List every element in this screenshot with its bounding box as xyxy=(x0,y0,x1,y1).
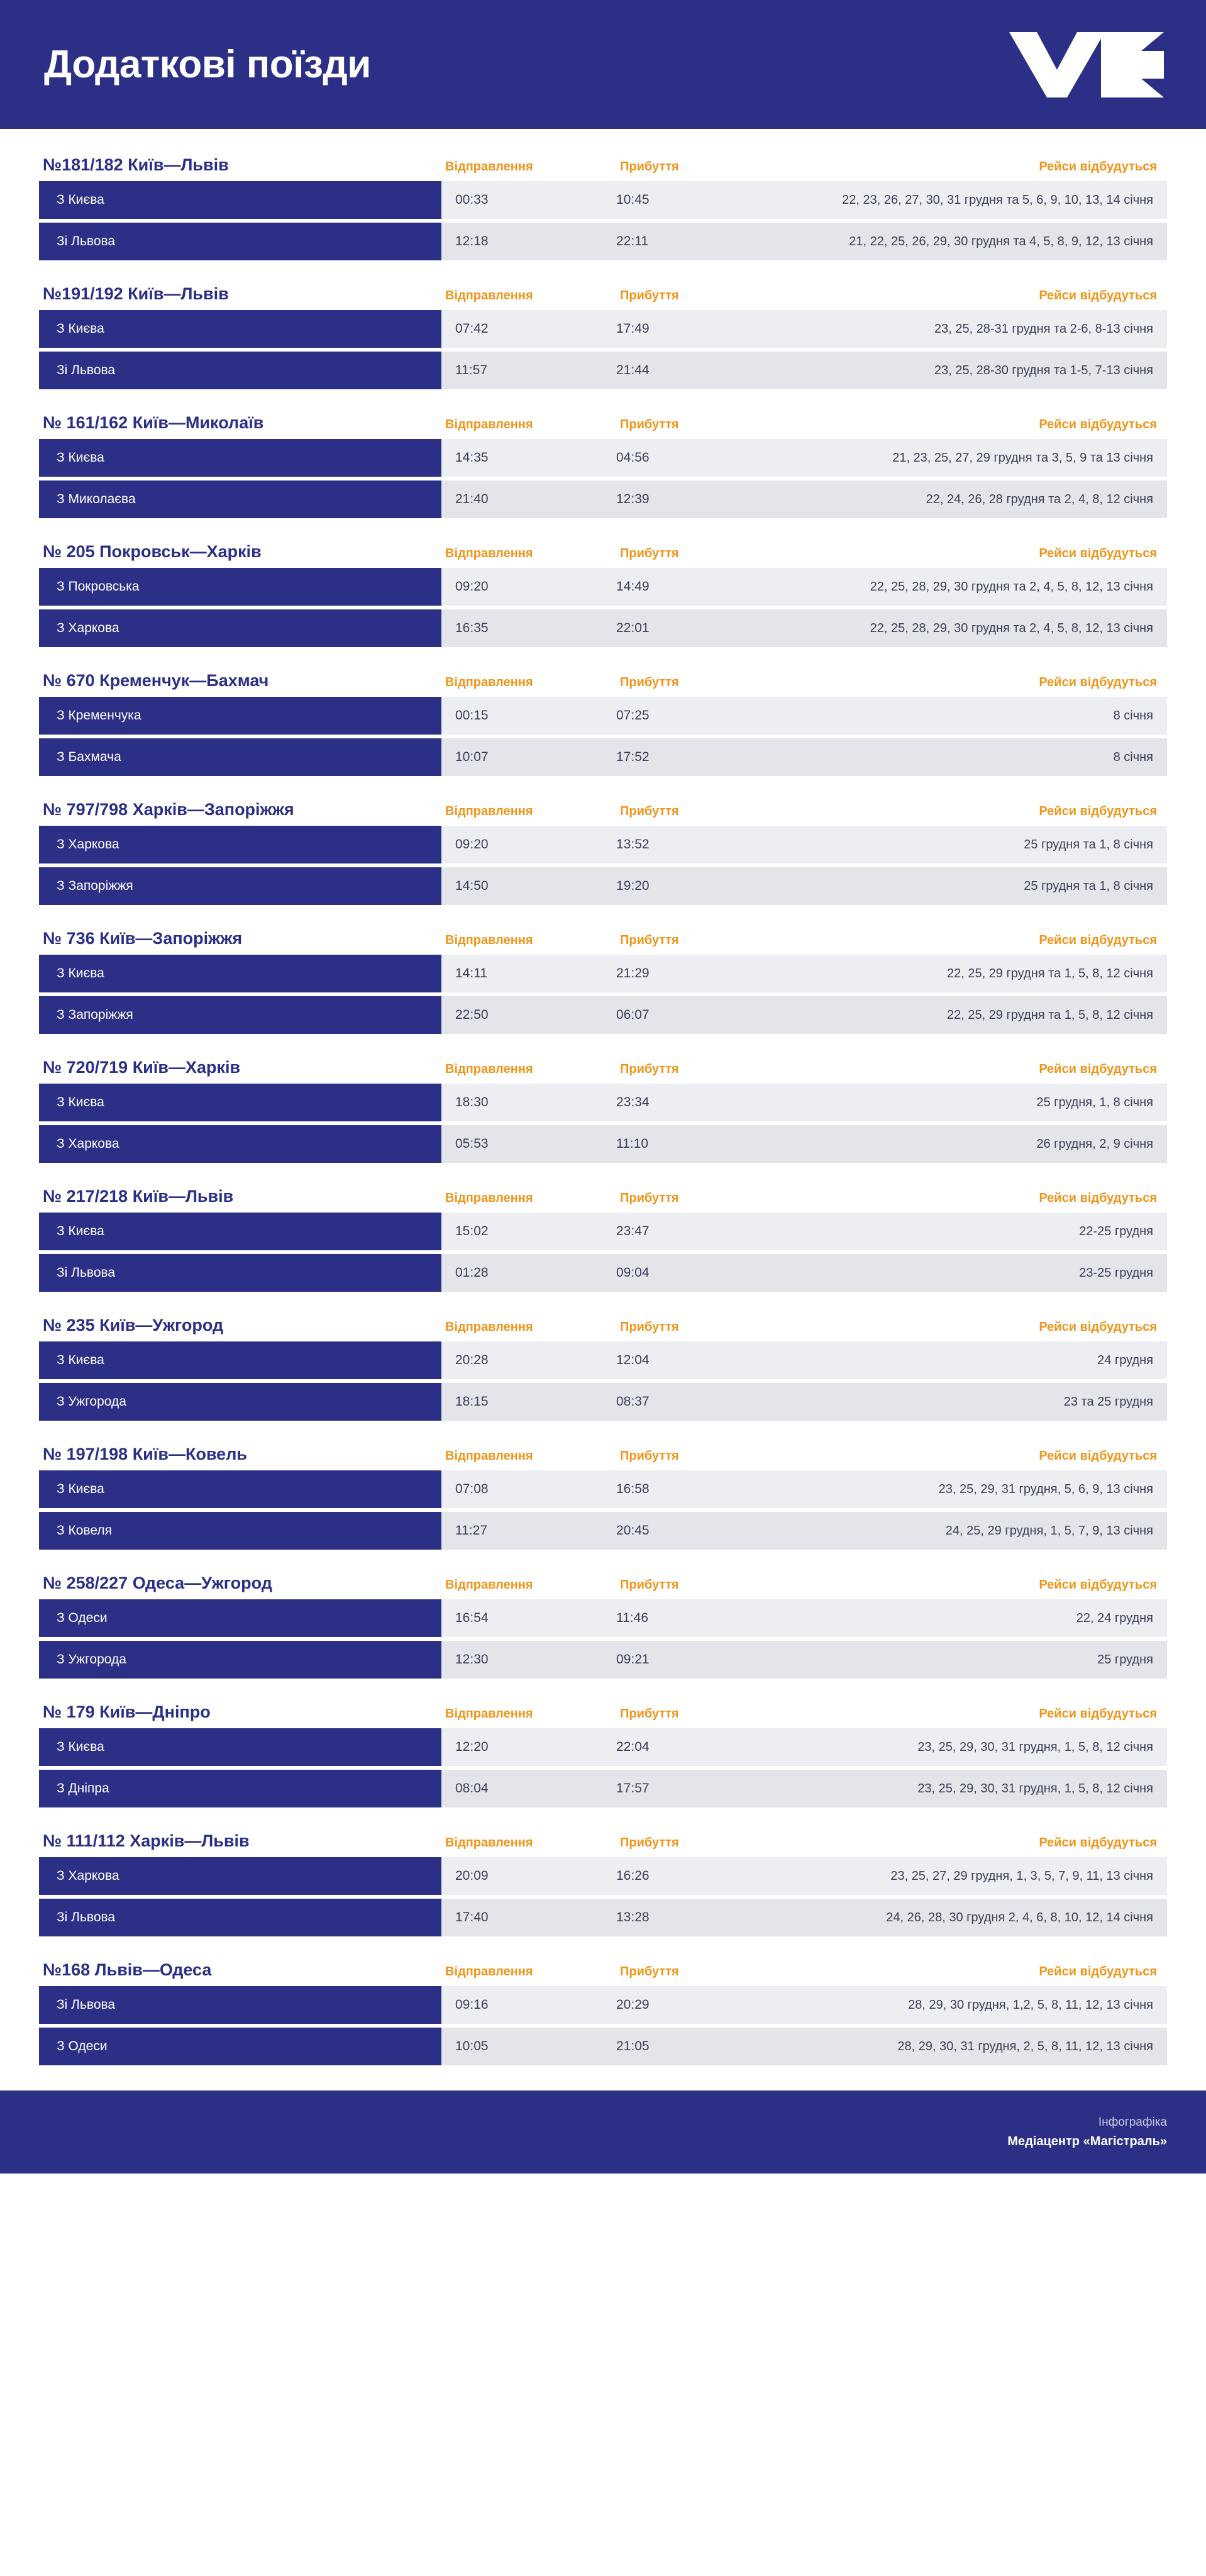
column-header-days: Рейси відбудуться xyxy=(1039,1836,1157,1850)
row-direction: Зі Львова xyxy=(39,223,441,260)
train-title: № 670 Кременчук—Бахмач xyxy=(43,671,269,690)
row-direction: З Києва xyxy=(39,1341,441,1379)
row-departure: 00:33 xyxy=(455,192,489,207)
column-header-arrival: Прибуття xyxy=(620,675,679,689)
row-departure: 09:16 xyxy=(455,1997,489,2012)
row-departure: 12:20 xyxy=(455,1740,489,1754)
train-block xyxy=(39,413,1167,518)
column-header-arrival: Прибуття xyxy=(620,1965,679,1979)
train-block-header xyxy=(39,1702,1167,1728)
row-direction: З Києва xyxy=(39,955,441,992)
row-direction: З Києва xyxy=(39,1213,441,1250)
table-row xyxy=(39,1599,1167,1637)
column-header-departure: Відправлення xyxy=(445,1965,533,1979)
row-arrival: 17:52 xyxy=(616,750,650,764)
table-row xyxy=(39,1254,1167,1292)
row-arrival: 22:01 xyxy=(616,621,650,635)
train-block xyxy=(39,1574,1167,1679)
row-departure: 21:40 xyxy=(455,492,489,506)
table-row xyxy=(39,1899,1167,1936)
table-row xyxy=(39,223,1167,260)
table-row xyxy=(39,826,1167,863)
row-arrival: 20:29 xyxy=(616,1997,650,2012)
train-block-header xyxy=(39,1445,1167,1470)
row-arrival: 07:25 xyxy=(616,708,650,723)
trains-list xyxy=(0,155,1206,2065)
train-title: № 111/112 Харків—Львів xyxy=(43,1831,250,1850)
row-days: 22-25 грудня xyxy=(1079,1224,1153,1238)
row-values xyxy=(441,1084,1167,1121)
row-arrival: 06:07 xyxy=(616,1008,650,1022)
column-header-departure: Відправлення xyxy=(445,1707,533,1721)
row-days: 25 грудня xyxy=(1097,1652,1153,1667)
row-days: 25 грудня, 1, 8 січня xyxy=(1036,1095,1153,1109)
table-row xyxy=(39,181,1167,219)
row-direction: З Одеси xyxy=(39,2028,441,2065)
train-title: №191/192 Київ—Львів xyxy=(43,284,229,303)
page-header xyxy=(0,0,1206,129)
train-block-header xyxy=(39,671,1167,697)
row-days: 22, 23, 26, 27, 30, 31 грудня та 5, 6, 9, 10, 13, 14 січня xyxy=(842,192,1153,207)
column-header-arrival: Прибуття xyxy=(620,1062,679,1076)
column-header-days: Рейси відбудуться xyxy=(1039,1449,1157,1463)
row-arrival: 11:10 xyxy=(616,1136,648,1151)
row-days: 22, 25, 28, 29, 30 грудня та 2, 4, 5, 8, 12, 13 січня xyxy=(870,621,1153,635)
train-block xyxy=(39,1960,1167,2065)
row-departure: 10:05 xyxy=(455,2039,489,2053)
column-header-days: Рейси відбудуться xyxy=(1039,289,1157,303)
row-values xyxy=(441,609,1167,647)
train-title: № 205 Покровськ—Харків xyxy=(43,542,262,561)
row-direction: З Ковеля xyxy=(39,1512,441,1550)
row-departure: 17:40 xyxy=(455,1910,489,1924)
column-header-arrival: Прибуття xyxy=(620,1836,679,1850)
row-days: 22, 24 грудня xyxy=(1076,1611,1153,1625)
row-values xyxy=(441,955,1167,992)
row-values xyxy=(441,1213,1167,1250)
row-days: 24, 25, 29 грудня, 1, 5, 7, 9, 13 січня xyxy=(945,1523,1153,1538)
row-departure: 16:54 xyxy=(455,1611,489,1625)
row-departure: 14:50 xyxy=(455,879,489,893)
row-direction: З Запоріжжя xyxy=(39,996,441,1034)
train-block xyxy=(39,1187,1167,1292)
train-block-header xyxy=(39,1960,1167,1986)
row-values xyxy=(441,1770,1167,1807)
table-row xyxy=(39,1383,1167,1421)
row-departure: 10:07 xyxy=(455,750,489,764)
row-arrival: 23:34 xyxy=(616,1095,650,1109)
row-arrival: 13:52 xyxy=(616,837,650,852)
train-block-header xyxy=(39,1058,1167,1084)
train-block-header xyxy=(39,284,1167,310)
train-block xyxy=(39,155,1167,260)
column-header-departure: Відправлення xyxy=(445,1320,533,1334)
column-header-arrival: Прибуття xyxy=(620,160,679,174)
column-header-arrival: Прибуття xyxy=(620,1320,679,1334)
row-direction: З Києва xyxy=(39,310,441,348)
row-departure: 14:11 xyxy=(455,966,487,980)
uz-logo xyxy=(1007,28,1167,101)
column-header-departure: Відправлення xyxy=(445,1191,533,1205)
row-direction: З Дніпра xyxy=(39,1770,441,1807)
column-header-departure: Відправлення xyxy=(445,289,533,303)
page-footer xyxy=(0,2090,1206,2174)
row-values xyxy=(441,697,1167,735)
table-row xyxy=(39,1728,1167,1766)
column-header-days: Рейси відбудуться xyxy=(1039,1062,1157,1076)
train-block xyxy=(39,1316,1167,1421)
table-row xyxy=(39,2028,1167,2065)
row-values xyxy=(441,568,1167,606)
table-row xyxy=(39,1512,1167,1550)
row-departure: 16:35 xyxy=(455,621,489,635)
row-values xyxy=(441,867,1167,905)
row-direction: З Ужгорода xyxy=(39,1383,441,1421)
row-values xyxy=(441,1512,1167,1550)
column-header-days: Рейси відбудуться xyxy=(1039,418,1157,431)
row-values xyxy=(441,223,1167,260)
row-days: 23, 25, 28-31 грудня та 2-6, 8-13 січня xyxy=(934,321,1153,336)
row-direction: З Харкова xyxy=(39,1125,441,1163)
row-departure: 05:53 xyxy=(455,1136,489,1151)
row-values xyxy=(441,480,1167,518)
row-departure: 20:09 xyxy=(455,1868,489,1883)
row-values xyxy=(441,1254,1167,1292)
row-arrival: 12:04 xyxy=(616,1353,650,1367)
row-arrival: 14:49 xyxy=(616,579,650,594)
table-row xyxy=(39,867,1167,905)
column-header-arrival: Прибуття xyxy=(620,1707,679,1721)
row-direction: З Миколаєва xyxy=(39,480,441,518)
column-header-days: Рейси відбудуться xyxy=(1039,1191,1157,1205)
train-block-header xyxy=(39,800,1167,826)
row-values xyxy=(441,1986,1167,2024)
row-departure: 11:57 xyxy=(455,363,487,377)
train-title: №168 Львів—Одеса xyxy=(43,1960,212,1979)
row-departure: 07:42 xyxy=(455,321,489,336)
row-values xyxy=(441,738,1167,776)
row-arrival: 04:56 xyxy=(616,450,650,465)
row-days: 23, 25, 28-30 грудня та 1-5, 7-13 січня xyxy=(934,363,1153,377)
row-direction: З Києва xyxy=(39,181,441,219)
row-values xyxy=(441,181,1167,219)
row-days: 25 грудня та 1, 8 січня xyxy=(1024,879,1153,893)
row-arrival: 21:05 xyxy=(616,2039,650,2053)
row-arrival: 10:45 xyxy=(616,192,650,207)
footer-credit-label: Інфографіка xyxy=(1098,2115,1167,2129)
table-row xyxy=(39,439,1167,477)
train-block-header xyxy=(39,1316,1167,1341)
row-days: 25 грудня та 1, 8 січня xyxy=(1024,837,1153,852)
column-header-departure: Відправлення xyxy=(445,1578,533,1592)
column-header-arrival: Прибуття xyxy=(620,933,679,947)
column-header-days: Рейси відбудуться xyxy=(1039,1578,1157,1592)
table-row xyxy=(39,1125,1167,1163)
table-row xyxy=(39,310,1167,348)
row-arrival: 08:37 xyxy=(616,1394,650,1409)
table-row xyxy=(39,1213,1167,1250)
column-header-days: Рейси відбудуться xyxy=(1039,1707,1157,1721)
row-values xyxy=(441,1857,1167,1895)
column-header-days: Рейси відбудуться xyxy=(1039,547,1157,560)
row-departure: 22:50 xyxy=(455,1008,489,1022)
row-direction: З Києва xyxy=(39,1728,441,1766)
table-row xyxy=(39,1341,1167,1379)
train-title: № 258/227 Одеса—Ужгород xyxy=(43,1574,272,1592)
row-values xyxy=(441,1341,1167,1379)
row-values xyxy=(441,352,1167,389)
row-departure: 01:28 xyxy=(455,1265,489,1280)
column-header-arrival: Прибуття xyxy=(620,1449,679,1463)
train-block xyxy=(39,284,1167,389)
column-header-arrival: Прибуття xyxy=(620,547,679,560)
row-arrival: 13:28 xyxy=(616,1910,650,1924)
page-title: Додаткові поїзди xyxy=(44,42,371,86)
row-values xyxy=(441,1599,1167,1637)
row-days: 26 грудня, 2, 9 січня xyxy=(1036,1136,1153,1151)
train-title: № 720/719 Київ—Харків xyxy=(43,1058,241,1077)
column-header-days: Рейси відбудуться xyxy=(1039,804,1157,818)
row-days: 23 та 25 грудня xyxy=(1063,1394,1153,1409)
train-block xyxy=(39,671,1167,776)
row-direction: З Одеси xyxy=(39,1599,441,1637)
row-arrival: 09:21 xyxy=(616,1652,650,1667)
train-block-header xyxy=(39,413,1167,439)
train-title: № 197/198 Київ—Ковель xyxy=(43,1445,247,1463)
train-title: № 217/218 Київ—Львів xyxy=(43,1187,234,1206)
row-direction: З Харкова xyxy=(39,609,441,647)
row-values xyxy=(441,1728,1167,1766)
train-block xyxy=(39,929,1167,1034)
row-departure: 11:27 xyxy=(455,1523,487,1538)
train-block-header xyxy=(39,1831,1167,1857)
row-departure: 15:02 xyxy=(455,1224,489,1238)
row-arrival: 12:39 xyxy=(616,492,650,506)
row-direction: З Кременчука xyxy=(39,697,441,735)
row-values xyxy=(441,996,1167,1034)
row-direction: З Харкова xyxy=(39,1857,441,1895)
row-days: 22, 25, 29 грудня та 1, 5, 8, 12 січня xyxy=(946,966,1153,980)
row-days: 24 грудня xyxy=(1097,1353,1153,1367)
row-direction: З Ужгорода xyxy=(39,1641,441,1679)
column-header-arrival: Прибуття xyxy=(620,289,679,303)
row-departure: 12:18 xyxy=(455,234,489,248)
column-header-departure: Відправлення xyxy=(445,547,533,560)
row-arrival: 16:26 xyxy=(616,1868,650,1883)
column-header-days: Рейси відбудуться xyxy=(1039,160,1157,174)
train-title: № 235 Київ—Ужгород xyxy=(43,1316,224,1335)
row-arrival: 17:49 xyxy=(616,321,650,336)
column-header-departure: Відправлення xyxy=(445,418,533,431)
train-block-header xyxy=(39,155,1167,181)
column-header-departure: Відправлення xyxy=(445,933,533,947)
row-days: 22, 24, 26, 28 грудня та 2, 4, 8, 12 січня xyxy=(926,492,1153,506)
column-header-departure: Відправлення xyxy=(445,160,533,174)
row-direction: З Києва xyxy=(39,1470,441,1508)
row-days: 23, 25, 29, 31 грудня, 5, 6, 9, 13 січня xyxy=(938,1482,1153,1496)
row-direction: З Бахмача xyxy=(39,738,441,776)
column-header-arrival: Прибуття xyxy=(620,1191,679,1205)
row-departure: 08:04 xyxy=(455,1781,489,1796)
row-direction: З Покровська xyxy=(39,568,441,606)
row-departure: 14:35 xyxy=(455,450,489,465)
row-direction: Зі Львова xyxy=(39,1899,441,1936)
table-row xyxy=(39,738,1167,776)
table-row xyxy=(39,1770,1167,1807)
row-days: 23, 25, 27, 29 грудня, 1, 3, 5, 7, 9, 11, 13 січня xyxy=(890,1868,1153,1883)
row-departure: 18:30 xyxy=(455,1095,489,1109)
train-title: № 161/162 Київ—Миколаїв xyxy=(43,413,264,432)
row-direction: Зі Львова xyxy=(39,352,441,389)
row-arrival: 09:04 xyxy=(616,1265,650,1280)
table-row xyxy=(39,1986,1167,2024)
row-values xyxy=(441,2028,1167,2065)
row-direction: Зі Львова xyxy=(39,1254,441,1292)
footer-credit-source: Медіацентр «Магістраль» xyxy=(1007,2134,1167,2148)
column-header-departure: Відправлення xyxy=(445,1062,533,1076)
column-header-days: Рейси відбудуться xyxy=(1039,1320,1157,1334)
row-direction: З Запоріжжя xyxy=(39,867,441,905)
train-block-header xyxy=(39,1187,1167,1213)
column-header-departure: Відправлення xyxy=(445,1449,533,1463)
row-days: 22, 25, 28, 29, 30 грудня та 2, 4, 5, 8, 12, 13 січня xyxy=(870,579,1153,594)
train-block-header xyxy=(39,542,1167,568)
row-days: 21, 23, 25, 27, 29 грудня та 3, 5, 9 та 13 січня xyxy=(892,450,1153,465)
table-row xyxy=(39,996,1167,1034)
train-block xyxy=(39,1058,1167,1163)
column-header-arrival: Прибуття xyxy=(620,1578,679,1592)
column-header-arrival: Прибуття xyxy=(620,418,679,431)
row-values xyxy=(441,1899,1167,1936)
train-block-header xyxy=(39,1574,1167,1599)
row-days: 23, 25, 29, 30, 31 грудня, 1, 5, 8, 12 січня xyxy=(917,1781,1153,1796)
row-departure: 09:20 xyxy=(455,579,489,594)
column-header-arrival: Прибуття xyxy=(620,804,679,818)
row-departure: 12:30 xyxy=(455,1652,489,1667)
row-days: 8 січня xyxy=(1113,708,1153,723)
train-title: №181/182 Київ—Львів xyxy=(43,155,229,174)
row-values xyxy=(441,1641,1167,1679)
train-title: № 179 Київ—Дніпро xyxy=(43,1702,211,1721)
row-arrival: 16:58 xyxy=(616,1482,650,1496)
row-days: 8 січня xyxy=(1113,750,1153,764)
table-row xyxy=(39,1084,1167,1121)
table-row xyxy=(39,697,1167,735)
column-header-departure: Відправлення xyxy=(445,675,533,689)
row-days: 28, 29, 30 грудня, 1,2, 5, 8, 11, 12, 13 січня xyxy=(908,1997,1153,2012)
train-title: № 797/798 Харків—Запоріжжя xyxy=(43,800,294,819)
row-direction: З Києва xyxy=(39,439,441,477)
row-arrival: 21:44 xyxy=(616,363,650,377)
train-block xyxy=(39,1702,1167,1807)
column-header-days: Рейси відбудуться xyxy=(1039,675,1157,689)
row-days: 23, 25, 29, 30, 31 грудня, 1, 5, 8, 12 січня xyxy=(917,1740,1153,1754)
train-title: № 736 Київ—Запоріжжя xyxy=(43,929,243,948)
table-row xyxy=(39,352,1167,389)
row-arrival: 19:20 xyxy=(616,879,650,893)
row-arrival: 22:04 xyxy=(616,1740,650,1754)
row-days: 24, 26, 28, 30 грудня 2, 4, 6, 8, 10, 12, 14 січня xyxy=(886,1910,1153,1924)
column-header-departure: Відправлення xyxy=(445,1836,533,1850)
row-days: 21, 22, 25, 26, 29, 30 грудня та 4, 5, 8, 9, 12, 13 січня xyxy=(849,234,1153,248)
row-values xyxy=(441,1383,1167,1421)
train-block-header xyxy=(39,929,1167,955)
train-block xyxy=(39,800,1167,905)
row-direction: Зі Львова xyxy=(39,1986,441,2024)
train-block xyxy=(39,1445,1167,1550)
row-direction: З Києва xyxy=(39,1084,441,1121)
row-direction: З Харкова xyxy=(39,826,441,863)
row-arrival: 21:29 xyxy=(616,966,650,980)
table-row xyxy=(39,955,1167,992)
table-row xyxy=(39,480,1167,518)
train-block xyxy=(39,542,1167,647)
column-header-departure: Відправлення xyxy=(445,804,533,818)
row-departure: 00:15 xyxy=(455,708,489,723)
row-arrival: 23:47 xyxy=(616,1224,650,1238)
row-values xyxy=(441,1470,1167,1508)
row-days: 22, 25, 29 грудня та 1, 5, 8, 12 січня xyxy=(946,1008,1153,1022)
row-departure: 18:15 xyxy=(455,1394,489,1409)
row-arrival: 22:11 xyxy=(616,234,648,248)
table-row xyxy=(39,568,1167,606)
table-row xyxy=(39,1857,1167,1895)
table-row xyxy=(39,1641,1167,1679)
column-header-days: Рейси відбудуться xyxy=(1039,1965,1157,1979)
row-values xyxy=(441,826,1167,863)
row-departure: 09:20 xyxy=(455,837,489,852)
row-arrival: 20:45 xyxy=(616,1523,650,1538)
row-values xyxy=(441,310,1167,348)
table-row xyxy=(39,609,1167,647)
row-departure: 20:28 xyxy=(455,1353,489,1367)
row-values xyxy=(441,439,1167,477)
row-days: 23-25 грудня xyxy=(1079,1265,1153,1280)
row-departure: 07:08 xyxy=(455,1482,489,1496)
row-arrival: 11:46 xyxy=(616,1611,648,1625)
column-header-days: Рейси відбудуться xyxy=(1039,933,1157,947)
table-row xyxy=(39,1470,1167,1508)
row-values xyxy=(441,1125,1167,1163)
row-days: 28, 29, 30, 31 грудня, 2, 5, 8, 11, 12, 13 січня xyxy=(897,2039,1153,2053)
train-block xyxy=(39,1831,1167,1936)
row-arrival: 17:57 xyxy=(616,1781,650,1796)
